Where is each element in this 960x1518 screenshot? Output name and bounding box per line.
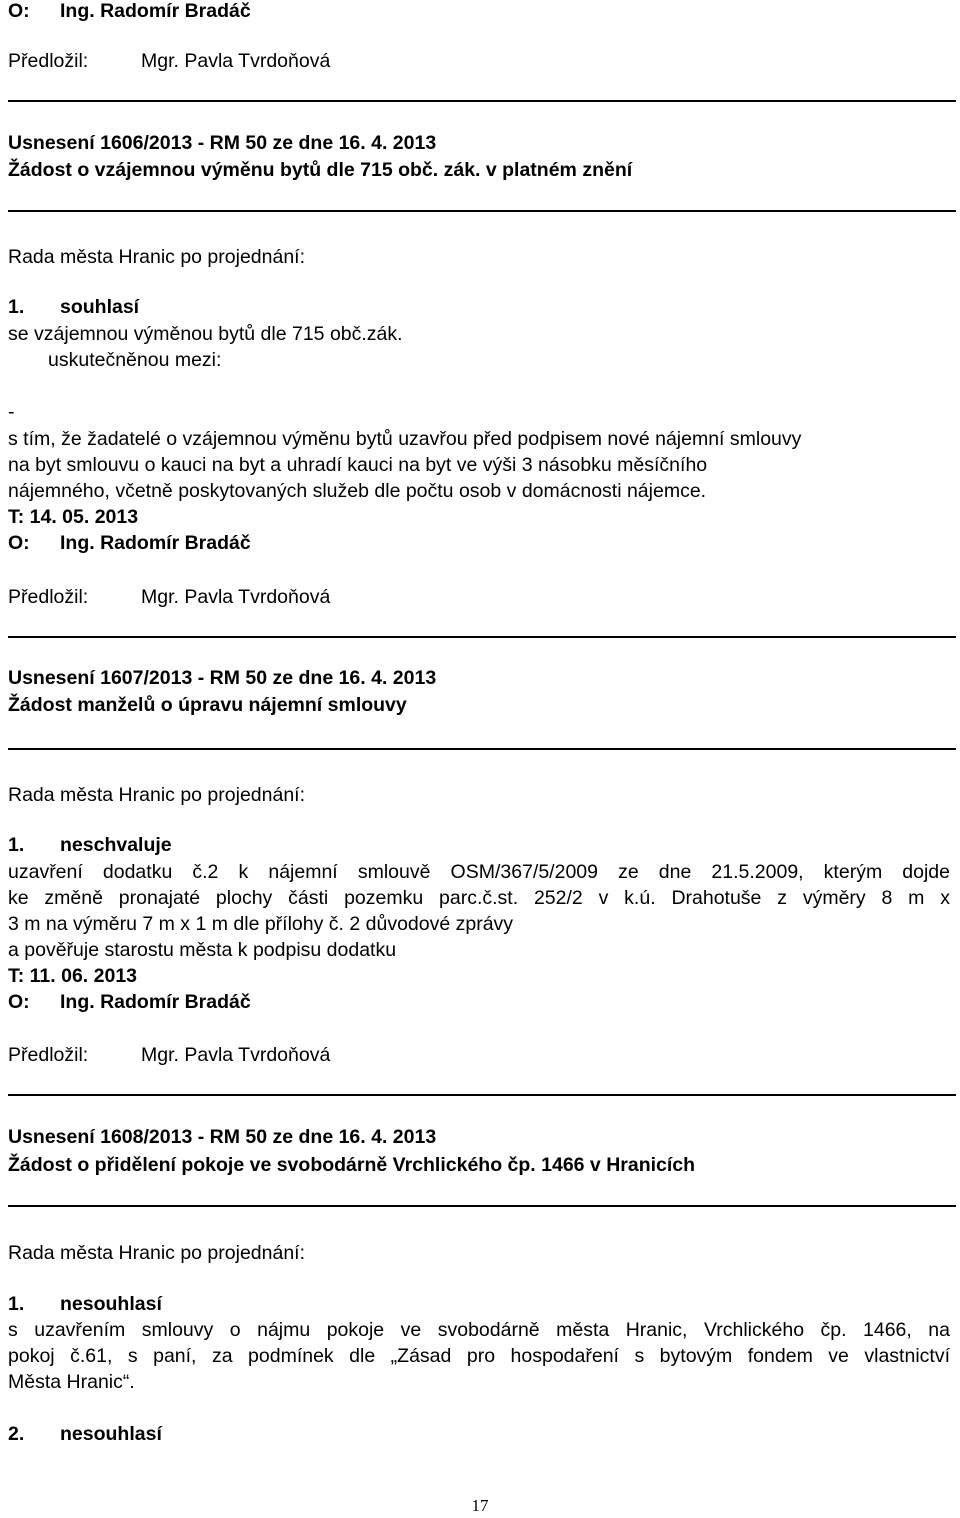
submitted-by-name: Mgr. Pavla Tvrdoňová	[141, 586, 331, 608]
paragraph-line: na byt smlouvu o kauci na byt a uhradí kauci na byt ve výši 3 násobku měsíčního	[8, 454, 708, 476]
council-intro: Rada města Hranic po projednání:	[8, 246, 306, 268]
paragraph-line: 3 m na výměru 7 m x 1 m dle přílohy č. 2 důvodové zprávy	[8, 913, 514, 935]
page-number: 17	[471, 1496, 489, 1515]
council-intro: Rada města Hranic po projednání:	[8, 784, 306, 806]
resolution-1607-title: Žádost manželů o úpravu nájemní smlouvy	[8, 694, 407, 716]
item-verb: nesouhlasí	[60, 1293, 162, 1315]
list-dash: -	[8, 401, 15, 423]
responsible-label: O:	[8, 0, 30, 22]
submitted-by-name: Mgr. Pavla Tvrdoňová	[141, 1044, 331, 1066]
responsible-name: Ing. Radomír Bradáč	[60, 0, 251, 22]
responsible-line-top	[8, 0, 251, 24]
item-number: 1.	[8, 834, 25, 856]
resolution-1607-item-1	[8, 832, 172, 858]
paragraph-line: nájemného, včetně poskytovaných služeb dle počtu osob v domácnosti nájemce.	[8, 480, 707, 502]
resolution-1607-heading: Usnesení 1607/2013 - RM 50 ze dne 16. 4. 2013	[8, 667, 437, 689]
resolution-1606-item-1	[8, 294, 139, 320]
section-divider	[8, 748, 956, 750]
resolution-1606-text-line: se vzájemnou výměnou bytů dle 715 obč.zák.	[8, 323, 403, 345]
council-intro: Rada města Hranic po projednání:	[8, 1242, 306, 1264]
responsible-name: Ing. Radomír Bradáč	[60, 991, 251, 1013]
resolution-1606-text-line: uskutečněnou mezi:	[48, 349, 222, 371]
section-divider	[8, 210, 956, 212]
submitted-by-line-top	[8, 48, 331, 74]
section-divider	[8, 1094, 956, 1096]
paragraph-line: s uzavřením smlouvy o nájmu pokoje ve svobodárně města Hranic, Vrchlického čp. 1466, na	[8, 1319, 950, 1341]
submitted-by-label: Předložil:	[8, 1044, 89, 1066]
paragraph-line: a pověřuje starostu města k podpisu dodatku	[8, 939, 397, 961]
resolution-1608-title: Žádost o přidělení pokoje ve svobodárně Vrchlického čp. 1466 v Hranicích	[8, 1154, 696, 1176]
item-number: 1.	[8, 296, 25, 318]
responsible-line	[8, 530, 251, 556]
paragraph-line: Města Hranic“.	[8, 1371, 135, 1393]
section-divider	[8, 100, 956, 102]
resolution-1608-item-2	[8, 1421, 162, 1447]
paragraph-line: s tím, že žadatelé o vzájemnou výměnu bytů uzavřou před podpisem nové nájemní smlouvy	[8, 428, 802, 450]
submitted-by-label: Předložil:	[8, 586, 89, 608]
item-number: 1.	[8, 1293, 25, 1315]
paragraph-line: uzavření dodatku č.2 k nájemní smlouvě OSM/367/5/2009 ze dne 21.5.2009, kterým dojde	[8, 861, 950, 883]
resolution-1608-heading: Usnesení 1608/2013 - RM 50 ze dne 16. 4. 2013	[8, 1126, 437, 1148]
paragraph-line: pokoj č.61, s paní, za podmínek dle „Zásad pro hospodaření s bytovým fondem ve vlastnictví	[8, 1345, 950, 1367]
deadline-line: T: 11. 06. 2013	[8, 965, 138, 987]
section-divider	[8, 636, 956, 638]
submitted-by-label: Předložil:	[8, 50, 89, 72]
paragraph-line: ke změně pronajaté plochy části pozemku parc.č.st. 252/2 v k.ú. Drahotuše z výměry 8 m x	[8, 887, 950, 909]
item-verb: souhlasí	[60, 296, 140, 318]
submitted-by-line	[8, 1042, 331, 1068]
resolution-1606-title: Žádost o vzájemnou výměnu bytů dle 715 obč. zák. v platném znění	[8, 159, 633, 181]
responsible-label: O:	[8, 532, 30, 554]
resolution-1606-heading: Usnesení 1606/2013 - RM 50 ze dne 16. 4. 2013	[8, 132, 437, 154]
submitted-by-line	[8, 584, 331, 610]
deadline-line: T: 14. 05. 2013	[8, 506, 139, 528]
resolution-1608-item-1	[8, 1291, 162, 1317]
item-number: 2.	[8, 1423, 25, 1445]
responsible-line	[8, 989, 251, 1015]
item-verb: nesouhlasí	[60, 1423, 162, 1445]
responsible-name: Ing. Radomír Bradáč	[60, 532, 251, 554]
item-verb: neschvaluje	[60, 834, 172, 856]
responsible-label: O:	[8, 991, 30, 1013]
submitted-by-name: Mgr. Pavla Tvrdoňová	[141, 50, 331, 72]
section-divider	[8, 1205, 956, 1207]
